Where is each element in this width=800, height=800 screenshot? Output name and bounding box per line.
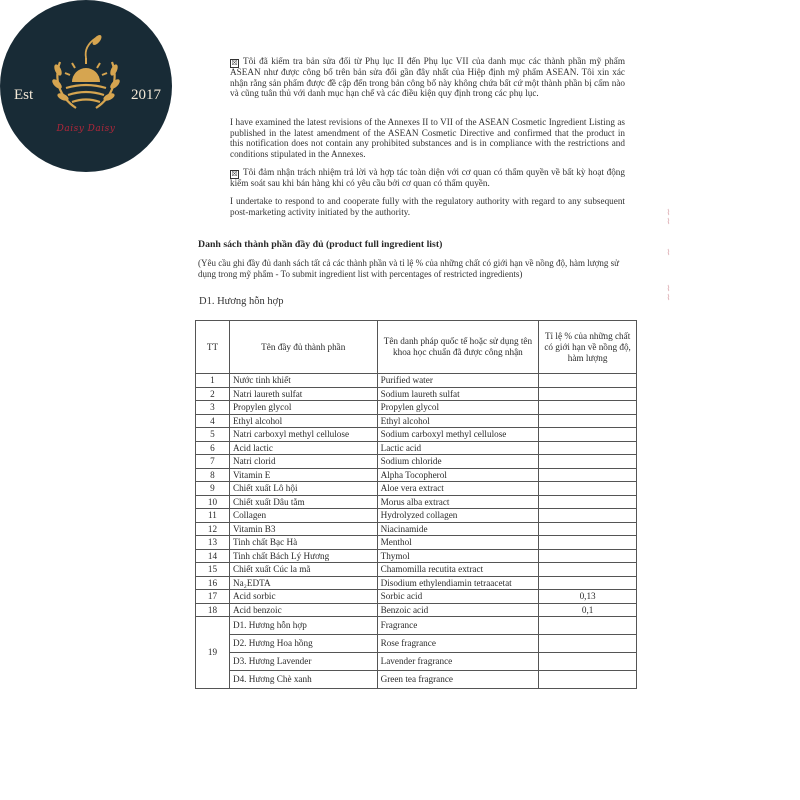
cell-inci: Fragrance (377, 617, 539, 635)
cell-inci: Sodium laureth sulfat (377, 387, 539, 401)
cell-inci: Alpha Tocopherol (377, 468, 539, 482)
cell-pct (539, 495, 637, 509)
d1-heading: D1. Hương hỗn hợp (199, 296, 284, 307)
cell-inci: Chamomilla recutita extract (377, 563, 539, 577)
cell-inci: Disodium ethylendiamin tetraacetat (377, 576, 539, 590)
table-row (196, 603, 637, 617)
logo-script-text: Daisy Daisy (56, 124, 116, 134)
table-header-row (196, 321, 637, 374)
cell-name: Ethyl alcohol (229, 414, 377, 428)
cell-tt: 15 (196, 563, 230, 577)
cell-inci: Lavender fragrance (377, 653, 539, 671)
header-tt: TT (196, 321, 230, 374)
table-row (196, 468, 637, 482)
table-row (196, 482, 637, 496)
cell-inci: Rose fragrance (377, 635, 539, 653)
cell-name: Natri carboxyl methyl cellulose (229, 428, 377, 442)
cell-pct (539, 374, 637, 388)
cell-name: Vitamin B3 (229, 522, 377, 536)
cell-tt: 4 (196, 414, 230, 428)
cell-tt: 16 (196, 576, 230, 590)
cell-inci: Niacinamide (377, 522, 539, 536)
table-row (196, 401, 637, 415)
table-row (196, 617, 637, 635)
cell-name: D3. Hương Lavender (229, 653, 377, 671)
cell-inci: Thymol (377, 549, 539, 563)
cell-name: D2. Hương Hoa hồng (229, 635, 377, 653)
cell-name: D4. Hương Chè xanh (229, 671, 377, 689)
ingredient-table (195, 320, 637, 689)
table-row (196, 522, 637, 536)
cell-pct (539, 468, 637, 482)
cell-name: Acid sorbic (229, 590, 377, 604)
table-row (196, 635, 637, 653)
header-name: Tên đầy đủ thành phần (229, 321, 377, 374)
table-row (196, 563, 637, 577)
margin-stamp-mark: ⌇⌇ (664, 208, 673, 226)
cell-inci: Morus alba extract (377, 495, 539, 509)
cell-inci: Lactic acid (377, 441, 539, 455)
cell-tt: 2 (196, 387, 230, 401)
cell-name: Propylen glycol (229, 401, 377, 415)
table-row (196, 653, 637, 671)
cell-pct (539, 635, 637, 653)
cell-tt: 6 (196, 441, 230, 455)
cell-inci: Sodium chloride (377, 455, 539, 469)
checked-checkbox-icon: ☒ (231, 59, 238, 67)
table-row (196, 536, 637, 550)
cell-inci: Benzoic acid (377, 603, 539, 617)
cell-inci: Hydrolyzed collagen (377, 509, 539, 523)
cell-tt: 8 (196, 468, 230, 482)
header-inci: Tên danh pháp quốc tế hoặc sử dụng tên khoa học chuẩn đã được công nhận (377, 321, 539, 374)
table-row (196, 495, 637, 509)
cell-name: Acid benzoic (229, 603, 377, 617)
cell-pct (539, 455, 637, 469)
table-row (196, 576, 637, 590)
cell-inci: Aloe vera extract (377, 482, 539, 496)
cell-tt: 10 (196, 495, 230, 509)
section-title: Danh sách thành phần đầy đủ (product full ingredient list) (198, 239, 443, 250)
cell-pct: 0,1 (539, 603, 637, 617)
checked-checkbox-icon: ☒ (231, 170, 238, 178)
table-row (196, 387, 637, 401)
table-row (196, 671, 637, 689)
cell-inci: Green tea fragrance (377, 671, 539, 689)
logo-year-label: 2017 (131, 87, 161, 103)
table-row (196, 414, 637, 428)
cell-pct (539, 536, 637, 550)
cell-pct (539, 617, 637, 635)
declaration-en-1: I have examined the latest revisions of the Annexes II to VII of the ASEAN Cosmetic Ingredient Listing as published in the latest amendment of the ASEAN Cosmetic Directive and confirmed that the product in this notification does not contain any prohibited substances and is in compliance with the restrictions and conditions stipulated in the Annexes. (230, 117, 625, 160)
cell-inci: Ethyl alcohol (377, 414, 539, 428)
cell-name: Chiết xuất Dâu tằm (229, 495, 377, 509)
table-row (196, 590, 637, 604)
cell-tt: 11 (196, 509, 230, 523)
declaration-en-2: I undertake to respond to and cooperate fully with the regulatory authority with regard to any subsequent post-marketing activity initiated by the authority. (230, 196, 625, 217)
declaration-vn-1 (230, 56, 625, 99)
declaration-vn-2-text: Tôi đảm nhận trách nhiệm trả lời và hợp tác toàn diện với cơ quan có thẩm quyền về bất kỳ hoạt động kiểm soát sau khi bán hàng khi có yêu cầu bởi cơ quan có thẩm quyền. (230, 167, 625, 188)
table-row (196, 549, 637, 563)
cell-pct (539, 482, 637, 496)
cell-inci: Sorbic acid (377, 590, 539, 604)
cell-tt: 14 (196, 549, 230, 563)
cell-tt: 3 (196, 401, 230, 415)
table-row (196, 509, 637, 523)
cell-pct (539, 576, 637, 590)
cell-tt: 13 (196, 536, 230, 550)
cell-pct (539, 563, 637, 577)
cell-pct (539, 387, 637, 401)
cell-pct (539, 441, 637, 455)
section-note: (Yêu cầu ghi đầy đủ danh sách tất cả các thành phần và tỉ lệ % của những chất có giới hạn về nồng độ, hàm lượng sử dụng trong mỹ phẩm - To submit ingredient list with percentages of restricted ingredients) (198, 258, 620, 279)
cell-name: Natri laureth sulfat (229, 387, 377, 401)
cell-tt: 12 (196, 522, 230, 536)
cell-pct (539, 428, 637, 442)
cell-pct (539, 509, 637, 523)
cell-tt: 5 (196, 428, 230, 442)
margin-stamp-mark: ⌇⌇ (664, 284, 673, 302)
cell-pct (539, 671, 637, 689)
cell-pct (539, 522, 637, 536)
table-row (196, 455, 637, 469)
cell-name: Chiết xuất Lô hội (229, 482, 377, 496)
cell-tt: 9 (196, 482, 230, 496)
cell-tt: 17 (196, 590, 230, 604)
cell-pct (539, 549, 637, 563)
cell-name: Tinh chất Bách Lý Hương (229, 549, 377, 563)
table-row (196, 428, 637, 442)
cell-pct: 0,13 (539, 590, 637, 604)
cell-name: Tinh chất Bạc Hà (229, 536, 377, 550)
table-row (196, 441, 637, 455)
table-row (196, 374, 637, 388)
cell-name: Acid lactic (229, 441, 377, 455)
cell-tt: 18 (196, 603, 230, 617)
cell-name: D1. Hương hỗn hợp (229, 617, 377, 635)
declaration-vn-2 (230, 167, 625, 189)
cell-inci: Sodium carboxyl methyl cellulose (377, 428, 539, 442)
cell-tt: 19 (196, 617, 230, 689)
cell-pct (539, 401, 637, 415)
cell-tt: 1 (196, 374, 230, 388)
logo-est-label: Est (14, 87, 34, 103)
declaration-vn-1-text: Tôi đã kiểm tra bản sửa đổi từ Phụ lục II đến Phụ lục VII của danh mục các thành phần mỹ phẩm ASEAN như được công bố trên bản sửa đổi gần đây nhất của Hiệp định mỹ phẩm ASEAN. Tôi xin xác nhận rằng sản phẩm được đề cập đến trong bản công bố này không chứa bất cứ một thành phần bị cấm nào và cũng tuân thủ với danh mục hạn chế và các điều kiện quy định trong các phụ lục. (230, 56, 625, 99)
header-pct: Tỉ lệ % của những chất có giới hạn về nồng độ, hàm lượng (539, 321, 637, 374)
cell-name: Chiết xuất Cúc la mã (229, 563, 377, 577)
cell-pct (539, 414, 637, 428)
cell-pct (539, 653, 637, 671)
cell-inci: Menthol (377, 536, 539, 550)
cell-name: Collagen (229, 509, 377, 523)
cell-tt: 7 (196, 455, 230, 469)
cell-name: Nước tinh khiết (229, 374, 377, 388)
margin-stamp-mark: ⌇ (664, 248, 673, 257)
cell-name: Natri clorid (229, 455, 377, 469)
cell-inci: Purified water (377, 374, 539, 388)
cell-inci: Propylen glycol (377, 401, 539, 415)
cell-name: Na₂EDTA (229, 576, 377, 590)
cell-name: Vitamin E (229, 468, 377, 482)
